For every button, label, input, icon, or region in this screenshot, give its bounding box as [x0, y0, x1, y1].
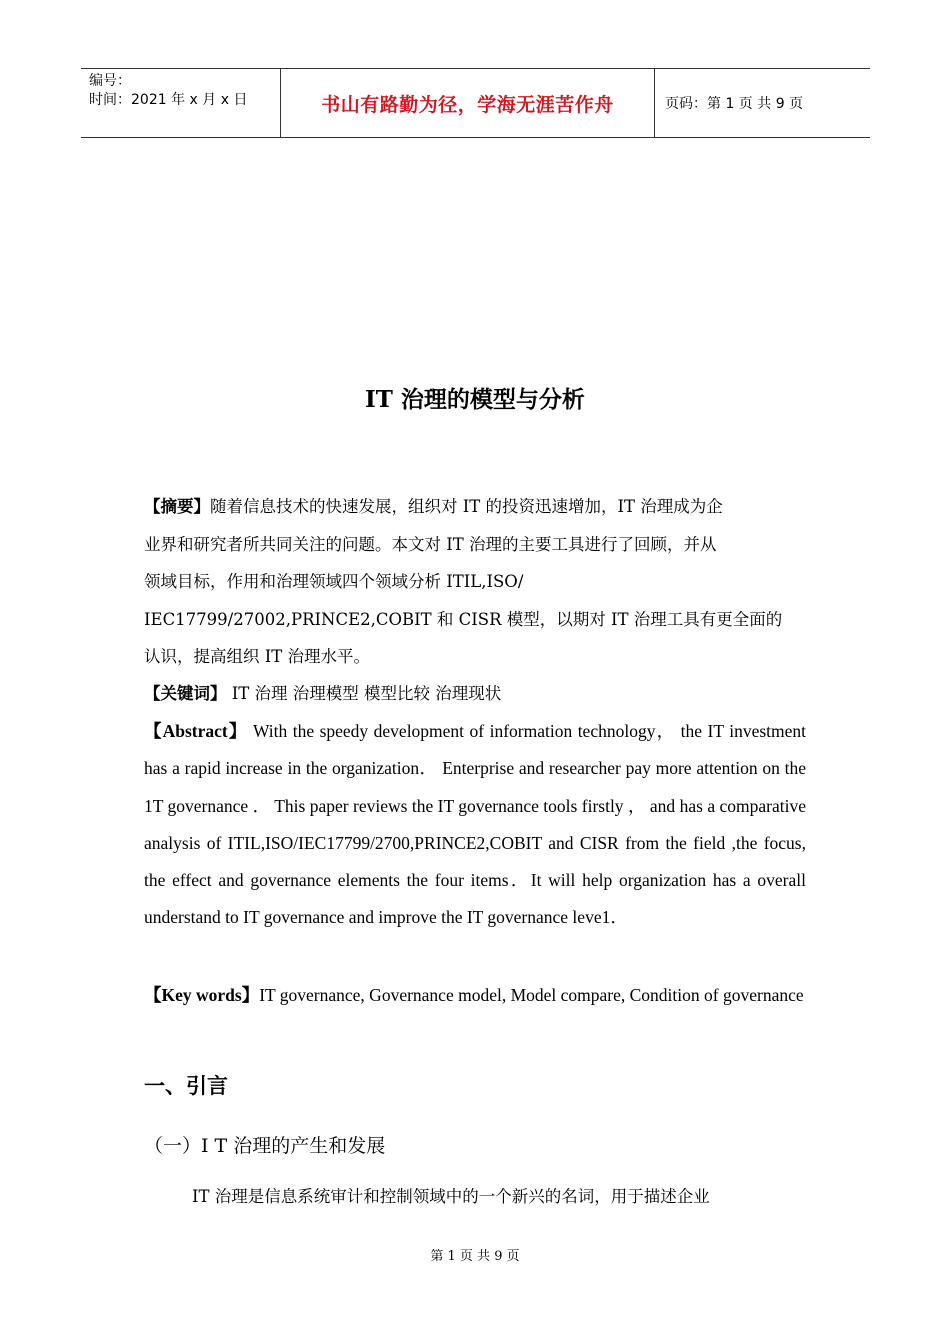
keywords-cn-label: 【关键词】	[144, 684, 227, 703]
keywords-en-text: IT governance, Governance model, Model compare, Condition of governance	[259, 985, 804, 1005]
document-title: IT 治理的模型与分析	[365, 386, 585, 413]
abstract-en-text: With the speedy development of information technology， the IT investment has a rapid increase in the organization． Enterprise and researcher pay more attention on the 1T governance ． This paper reviews the IT governance tools firstly ， and has a comparative analysis of ITIL,ISO/IEC17799/2700,PRINCE2,COBIT and CISR from the field ,the focus, the effect and governance elements the four items．It will help organization has a overall understand to IT governance and improve the IT governance leve1．	[144, 721, 806, 928]
abstract-en-label: 【Abstract】	[144, 721, 248, 741]
keywords-cn-text: IT 治理 治理模型 模型比较 治理现状	[226, 684, 502, 703]
motto: 书山有路勤为径，学海无涯苦作舟	[321, 93, 614, 116]
abstract-cn-line1: 随着信息技术的快速发展，组织对 IT 的投资迅速增加，IT 治理成为企	[210, 497, 723, 516]
page-footer: 第 1 页 共 9 页	[430, 1249, 520, 1264]
abstract-en	[144, 713, 806, 937]
header-meta	[81, 69, 281, 137]
page-info: 页码：第 1 页 共 9 页	[665, 96, 804, 112]
keywords-cn	[144, 675, 806, 713]
header-page-info-cell	[655, 69, 870, 137]
abstract-cn-line5: 认识，提高组织 IT 治理水平。	[144, 647, 371, 666]
abstract-cn-line2: 业界和研究者所共同关注的问题。本文对 IT 治理的主要工具进行了回顾，并从	[144, 534, 717, 554]
header-motto-cell	[281, 69, 655, 137]
body-paragraph: IT 治理是信息系统审计和控制领域中的一个新兴的名词，用于描述企业	[192, 1187, 710, 1206]
abstract-cn	[144, 488, 806, 676]
time-label: 时间：2021 年 x 月 x 日	[89, 92, 248, 108]
abstract-cn-label: 【摘要】	[144, 497, 210, 516]
abstract-cn-line4: IEC17799/27002,PRINCE2,COBIT 和 CISR 模型，以期对 IT 治理工具有更全面的	[144, 609, 783, 629]
header-table	[81, 68, 870, 138]
section-heading-1: 一、引言	[144, 1074, 228, 1098]
section-heading-1-1: （一）I T 治理的产生和发展	[144, 1135, 386, 1157]
keywords-en	[144, 977, 806, 1014]
number-label: 编号：	[89, 73, 131, 89]
abstract-cn-line3: 领域目标，作用和治理领域四个领域分析 ITIL,ISO/	[144, 572, 524, 591]
keywords-en-label: 【Key words】	[144, 985, 260, 1005]
